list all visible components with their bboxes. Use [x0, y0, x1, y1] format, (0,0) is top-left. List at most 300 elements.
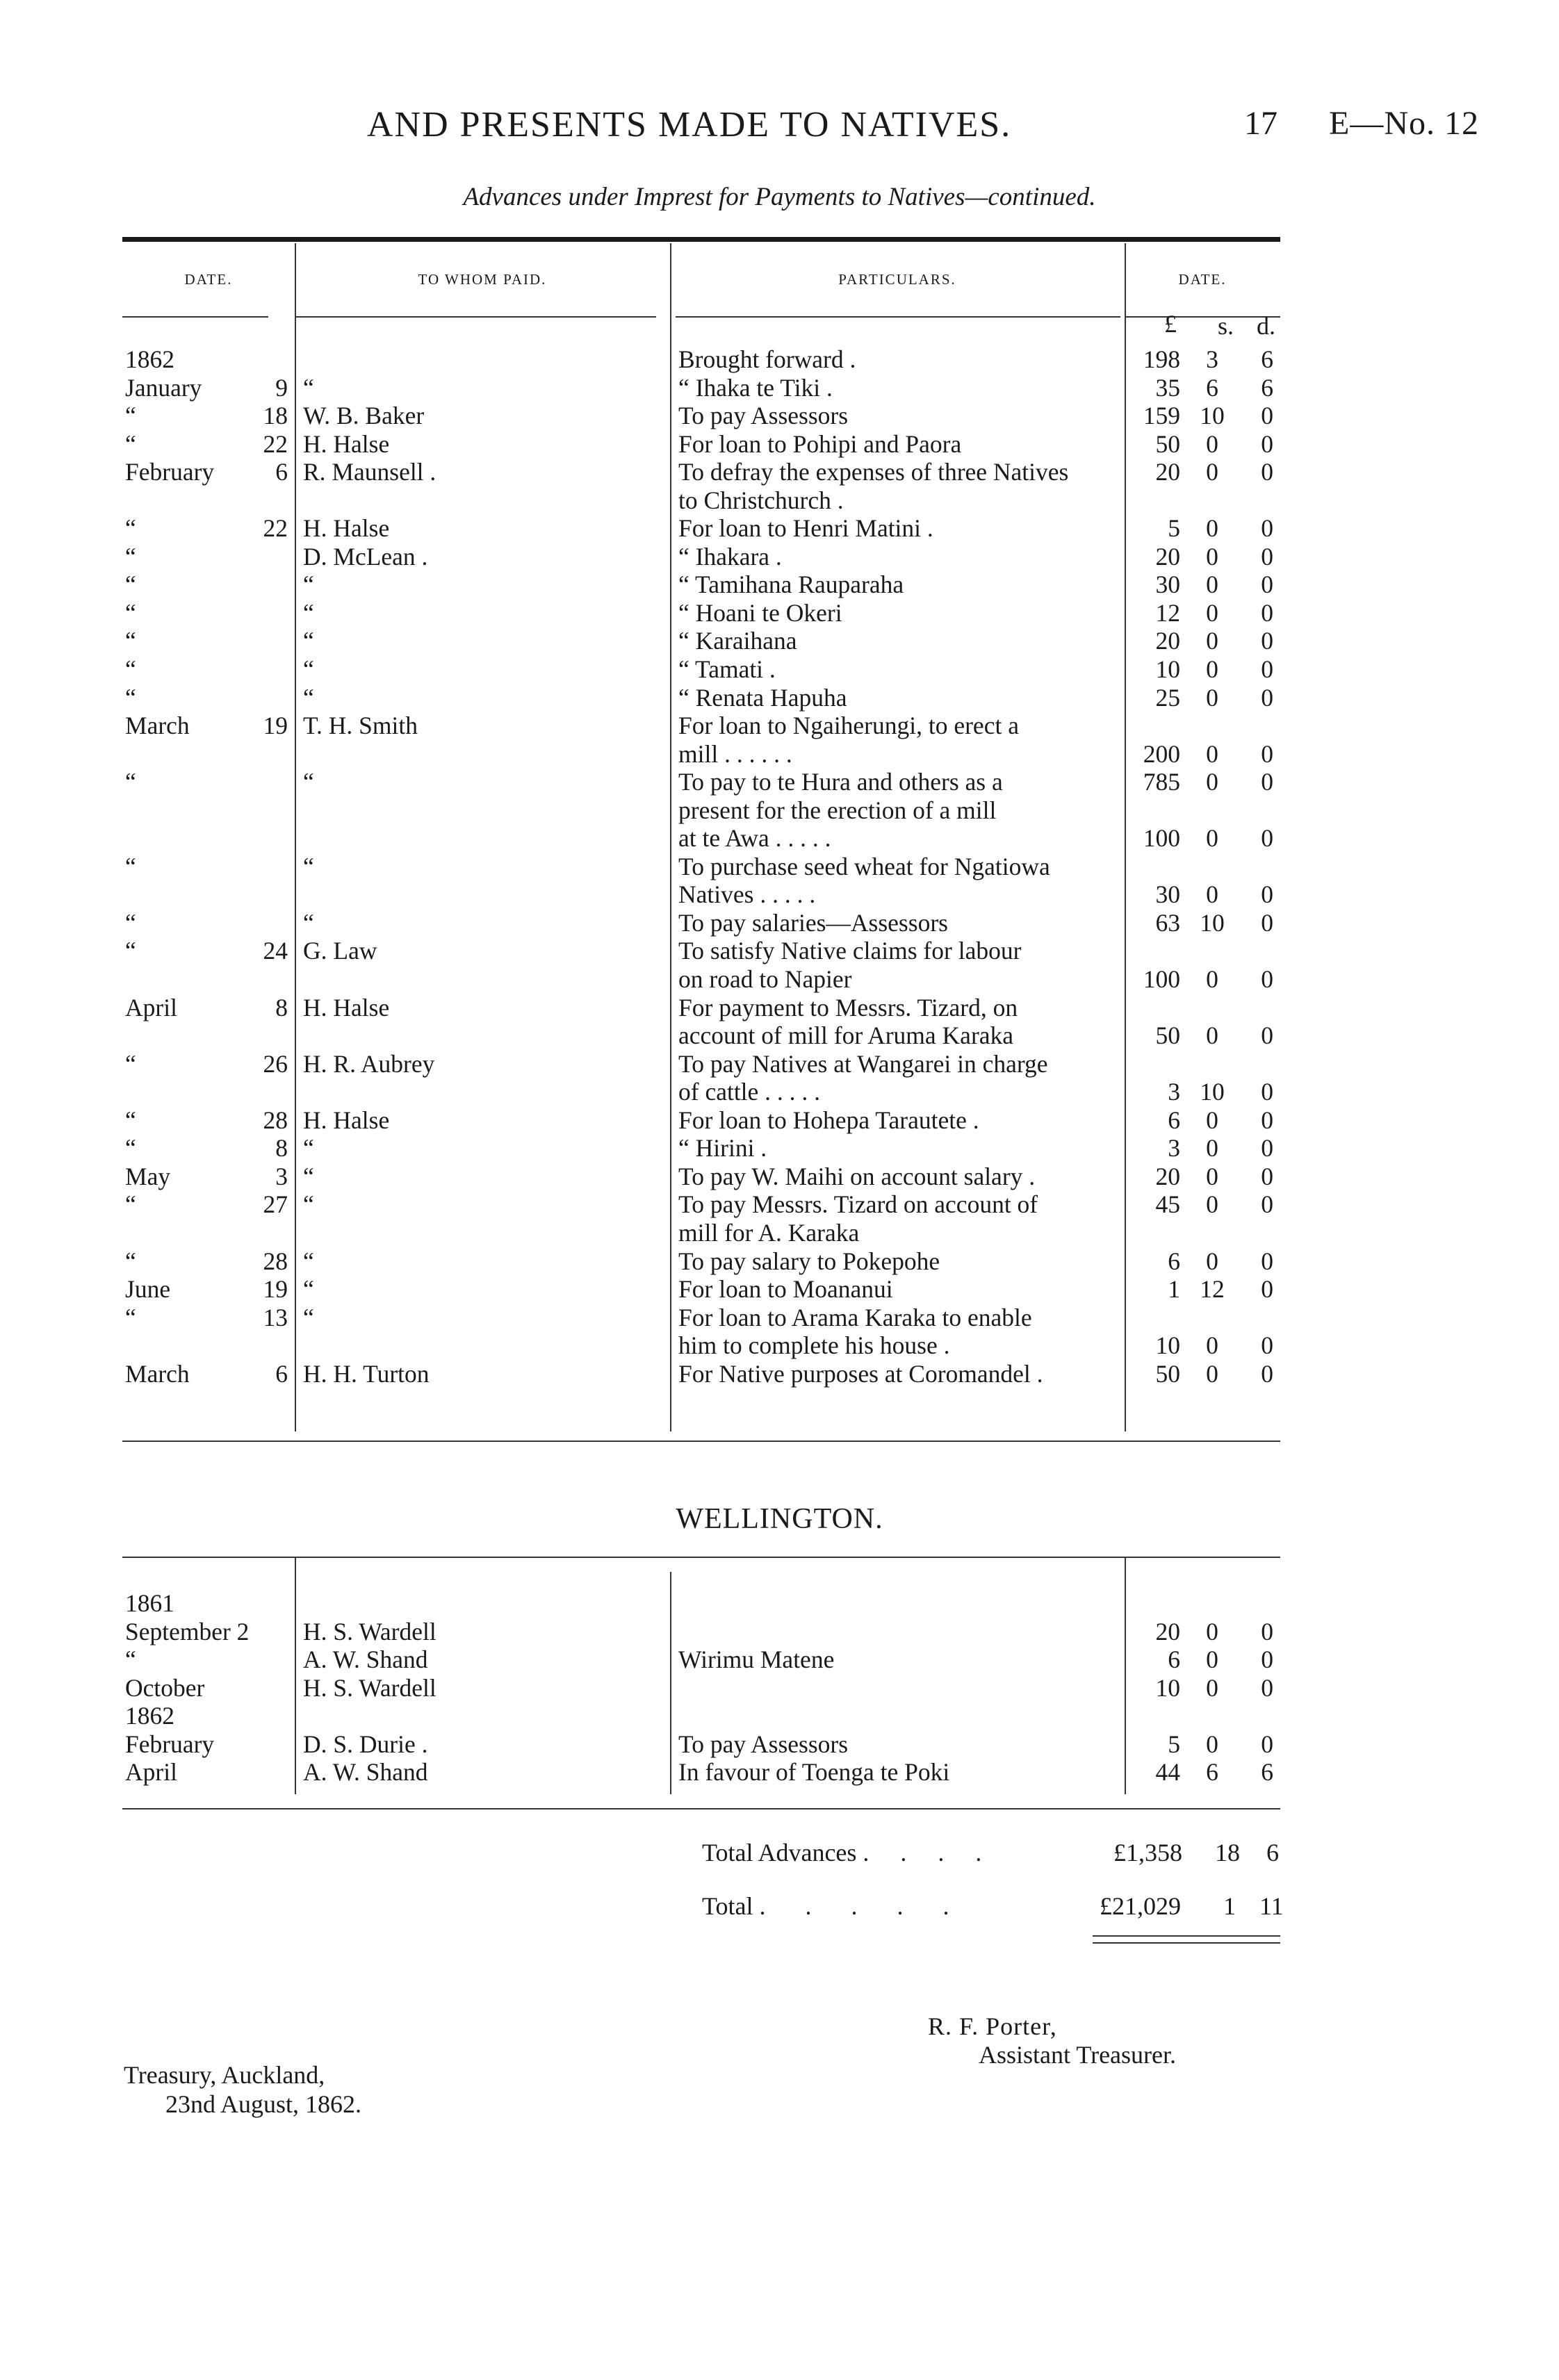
amount-cell — [1123, 1730, 1276, 1759]
date-cell — [122, 1304, 297, 1332]
table-row — [122, 684, 1276, 712]
date-cell — [122, 1021, 297, 1050]
particulars-cell — [671, 1730, 1123, 1759]
amount-shillings: 0 — [1206, 1021, 1218, 1050]
grand-total-shillings: 1 — [1223, 1892, 1236, 1920]
amount-pence: 0 — [1261, 1078, 1273, 1106]
payee-cell — [297, 1674, 671, 1702]
amount-pounds: 20 — [1155, 1162, 1180, 1190]
amount-cell — [1123, 543, 1276, 571]
date-month: May — [125, 1162, 171, 1190]
date-day: 24 — [263, 937, 288, 965]
date-month: “ — [125, 908, 136, 937]
amount-pounds: 6 — [1168, 1646, 1180, 1674]
date-month: “ — [125, 683, 136, 712]
amount-pounds: 63 — [1155, 908, 1180, 937]
date-month: “ — [125, 1106, 136, 1134]
particulars-text: To pay Assessors — [678, 1730, 849, 1758]
signatory-name: R. F. Porter, — [928, 2012, 1057, 2040]
amount-pounds: 3 — [1168, 1134, 1180, 1163]
amount-cell — [1123, 1050, 1276, 1078]
payee-cell — [297, 796, 671, 825]
particulars-cell — [671, 1618, 1123, 1646]
payee-cell — [297, 1050, 671, 1078]
particulars-text: To pay to te Hura and others as a — [678, 768, 1003, 796]
particulars-text: of cattle . . . . . — [678, 1078, 821, 1106]
grand-total-leader: . . . . . — [759, 1892, 966, 1920]
amount-shillings: 0 — [1206, 824, 1218, 853]
payee-name: G. Law — [303, 937, 377, 965]
particulars-text: “ Ihakara . — [678, 542, 782, 571]
date-month: “ — [125, 542, 136, 571]
amount-cell — [1123, 1331, 1276, 1360]
amount-cell — [1123, 1275, 1276, 1304]
date-cell — [122, 994, 297, 1022]
date-cell — [122, 1134, 297, 1163]
payee-cell — [297, 1702, 671, 1730]
date-month: “ — [125, 571, 136, 599]
particulars-text: For loan to Henri Matini . — [678, 514, 933, 543]
date-day: 8 — [275, 993, 288, 1021]
particulars-cell — [671, 1163, 1123, 1191]
amount-pence: 6 — [1261, 345, 1273, 373]
payee-name: R. Maunsell . — [303, 458, 436, 486]
payee-cell — [297, 994, 671, 1022]
payee-cell — [297, 430, 671, 459]
payee-cell — [297, 1304, 671, 1332]
payee-cell — [297, 1758, 671, 1787]
particulars-cell — [671, 768, 1123, 796]
payee-name: “ — [303, 1134, 314, 1163]
amount-shillings: 0 — [1206, 627, 1218, 655]
amount-shillings: 10 — [1200, 908, 1225, 937]
amount-pence: 0 — [1261, 768, 1273, 796]
amount-shillings: 6 — [1206, 373, 1218, 402]
date-line: 23nd August, 1862. — [165, 2090, 362, 2118]
amount-shillings: 0 — [1206, 514, 1218, 543]
grand-total-pence: 11 — [1259, 1892, 1284, 1920]
date-month: “ — [125, 937, 136, 965]
table-row — [122, 514, 1276, 543]
date-cell — [122, 880, 297, 909]
table-subtitle: Advances under Imprest for Payments to Natives—continued. — [463, 183, 1096, 211]
table-row — [122, 824, 1276, 853]
table-row — [122, 712, 1276, 740]
amount-cell — [1123, 1758, 1276, 1787]
particulars-cell — [671, 1702, 1123, 1730]
date-month: “ — [125, 655, 136, 684]
particulars-text: account of mill for Aruma Karaka — [678, 1021, 1014, 1050]
amount-pence: 0 — [1261, 429, 1273, 458]
amount-pence: 0 — [1261, 1275, 1273, 1304]
particulars-text: For loan to Pohipi and Paora — [678, 429, 962, 458]
total-advances-row — [702, 1838, 994, 1867]
amount-pounds: 35 — [1155, 373, 1180, 402]
particulars-text: mill for A. Karaka — [678, 1218, 860, 1247]
date-cell — [122, 712, 297, 740]
amount-pence: 0 — [1261, 1331, 1273, 1360]
particulars-text: “ Hirini . — [678, 1134, 767, 1163]
amount-shillings: 0 — [1206, 458, 1218, 486]
header-rule-date — [122, 316, 268, 318]
amount-pence: 0 — [1261, 824, 1273, 853]
amount-pounds: 50 — [1155, 1021, 1180, 1050]
amount-pence: 0 — [1261, 571, 1273, 599]
particulars-text: at te Awa . . . . . — [678, 824, 831, 853]
date-day: 8 — [275, 1134, 288, 1163]
payee-cell — [297, 712, 671, 740]
table-row — [122, 965, 1276, 994]
particulars-cell — [671, 796, 1123, 825]
payee-cell — [297, 1106, 671, 1135]
payee-name: “ — [303, 1162, 314, 1190]
payee-cell — [297, 853, 671, 881]
table-row — [122, 1674, 1276, 1702]
payee-name: H. S. Wardell — [303, 1673, 436, 1702]
payee-cell — [297, 1247, 671, 1276]
payee-name: “ — [303, 1247, 314, 1275]
table-row — [122, 853, 1276, 881]
particulars-cell — [671, 880, 1123, 909]
amount-pounds: 45 — [1155, 1190, 1180, 1219]
total-advances-amount: £1,358 — [1113, 1839, 1182, 1866]
date-cell — [122, 486, 297, 515]
payee-cell — [297, 1190, 671, 1219]
date-cell — [122, 430, 297, 459]
table-row — [122, 374, 1276, 402]
date-month: October — [125, 1673, 205, 1702]
payee-cell — [297, 627, 671, 655]
total-advances-pence: 6 — [1266, 1839, 1279, 1866]
payee-name: “ — [303, 1275, 314, 1304]
amount-cell — [1123, 1247, 1276, 1276]
column-header-particulars: PARTICULARS. — [838, 271, 956, 288]
amount-pounds: 20 — [1155, 542, 1180, 571]
amount-shillings: 0 — [1206, 1673, 1218, 1702]
date-month: “ — [125, 1049, 136, 1078]
date-month: June — [125, 1275, 171, 1304]
amount-pence: 0 — [1261, 402, 1273, 430]
particulars-text: “ Ihaka te Tiki . — [678, 373, 833, 402]
date-month: “ — [125, 627, 136, 655]
date-cell — [122, 740, 297, 769]
date-month: “ — [125, 1134, 136, 1163]
particulars-text: “ Hoani te Okeri — [678, 598, 842, 627]
table-row — [122, 655, 1276, 684]
particulars-text: To pay Natives at Wangarei in charge — [678, 1049, 1048, 1078]
date-day: 26 — [263, 1049, 288, 1078]
amount-cell — [1123, 1163, 1276, 1191]
amount-shillings: 6 — [1206, 1758, 1218, 1787]
payee-name: “ — [303, 908, 314, 937]
date-cell — [122, 627, 297, 655]
table-row — [122, 1190, 1276, 1219]
date-month: April — [125, 993, 177, 1021]
table-row — [122, 571, 1276, 599]
particulars-cell — [671, 1219, 1123, 1247]
particulars-cell — [671, 824, 1123, 853]
amount-cell — [1123, 1674, 1276, 1702]
date-cell — [122, 1589, 297, 1618]
date-cell — [122, 543, 297, 571]
advances-table-body — [122, 345, 1276, 1388]
date-month: “ — [125, 429, 136, 458]
amount-pence: 6 — [1261, 373, 1273, 402]
wellington-table-body — [122, 1589, 1276, 1787]
payee-cell — [297, 1021, 671, 1050]
payee-cell — [297, 1589, 671, 1618]
particulars-cell — [671, 1078, 1123, 1106]
particulars-cell — [671, 684, 1123, 712]
date-cell — [122, 1331, 297, 1360]
amount-shillings: 0 — [1206, 739, 1218, 768]
amount-pounds: 30 — [1155, 571, 1180, 599]
amount-cell — [1123, 740, 1276, 769]
payee-cell — [297, 1618, 671, 1646]
particulars-text: “ Tamati . — [678, 655, 776, 684]
date-cell — [122, 1247, 297, 1276]
table-row — [122, 880, 1276, 909]
amount-pounds: 12 — [1155, 598, 1180, 627]
table-bottom-rule — [122, 1441, 1280, 1442]
amount-pounds: 10 — [1155, 1673, 1180, 1702]
particulars-text: on road to Napier — [678, 965, 852, 994]
amount-shillings: 0 — [1206, 429, 1218, 458]
amount-shillings: 0 — [1206, 655, 1218, 684]
amount-pounds: 10 — [1155, 1331, 1180, 1360]
payee-cell — [297, 768, 671, 796]
table-row — [122, 458, 1276, 486]
payee-name: H. Halse — [303, 1106, 390, 1134]
payee-name: T. H. Smith — [303, 712, 418, 740]
amount-cell — [1123, 430, 1276, 459]
amount-pence: 0 — [1261, 683, 1273, 712]
amount-pence: 0 — [1261, 1359, 1273, 1388]
amount-pence: 0 — [1261, 739, 1273, 768]
table-row — [122, 937, 1276, 965]
particulars-cell — [671, 374, 1123, 402]
payee-name: “ — [303, 571, 314, 599]
date-cell — [122, 909, 297, 937]
amount-pounds: 50 — [1155, 1359, 1180, 1388]
payee-name: “ — [303, 768, 314, 796]
amount-shillings: 0 — [1206, 542, 1218, 571]
payee-name: H. Halse — [303, 429, 390, 458]
particulars-text: Wirimu Matene — [678, 1646, 835, 1674]
advances-table — [122, 345, 1276, 1388]
date-day: 19 — [263, 1275, 288, 1304]
date-cell — [122, 684, 297, 712]
particulars-text: In favour of Toenga te Poki — [678, 1758, 950, 1787]
table-row — [122, 1021, 1276, 1050]
payee-cell — [297, 486, 671, 515]
date-day: 28 — [263, 1106, 288, 1134]
particulars-text: To pay salaries—Assessors — [678, 908, 948, 937]
date-cell — [122, 937, 297, 965]
date-month: March — [125, 712, 190, 740]
particulars-cell — [671, 1247, 1123, 1276]
date-day: 22 — [263, 514, 288, 543]
table-row — [122, 402, 1276, 430]
date-month: “ — [125, 1247, 136, 1275]
particulars-cell — [671, 627, 1123, 655]
table-row — [122, 1050, 1276, 1078]
currency-pounds-label: £ — [1164, 310, 1177, 338]
amount-pounds: 20 — [1155, 627, 1180, 655]
amount-pence: 0 — [1261, 1730, 1273, 1758]
table-row — [122, 627, 1276, 655]
amount-pounds: 200 — [1143, 739, 1180, 768]
table-row — [122, 1758, 1276, 1787]
amount-shillings: 0 — [1206, 683, 1218, 712]
payee-name: “ — [303, 598, 314, 627]
table-row — [122, 1275, 1276, 1304]
page-number: 17 — [1244, 105, 1278, 142]
date-cell — [122, 599, 297, 627]
amount-pence: 0 — [1261, 542, 1273, 571]
particulars-text: To defray the expenses of three Natives — [678, 458, 1069, 486]
particulars-cell — [671, 1190, 1123, 1219]
payee-name: H. H. Turton — [303, 1359, 430, 1388]
table-row — [122, 994, 1276, 1022]
particulars-cell — [671, 543, 1123, 571]
date-month: “ — [125, 1303, 136, 1331]
table-row — [122, 768, 1276, 796]
signatory-title: Assistant Treasurer. — [979, 2041, 1177, 2069]
date-cell — [122, 1163, 297, 1191]
amount-cell — [1123, 853, 1276, 881]
amount-shillings: 0 — [1206, 1730, 1218, 1758]
payee-name: A. W. Shand — [303, 1646, 428, 1674]
amount-shillings: 0 — [1206, 1134, 1218, 1163]
total-double-rule-2 — [1093, 1942, 1280, 1944]
payee-name: H. S. Wardell — [303, 1617, 436, 1646]
particulars-text: Brought forward . — [678, 345, 856, 373]
particulars-cell — [671, 655, 1123, 684]
payee-cell — [297, 1275, 671, 1304]
amount-shillings: 0 — [1206, 1646, 1218, 1674]
particulars-cell — [671, 937, 1123, 965]
particulars-text: “ Tamihana Rauparaha — [678, 571, 904, 599]
table-row — [122, 599, 1276, 627]
table-row — [122, 1331, 1276, 1360]
date-month: “ — [125, 768, 136, 796]
particulars-cell — [671, 1134, 1123, 1163]
amount-cell — [1123, 1190, 1276, 1219]
particulars-cell — [671, 402, 1123, 430]
amount-pence: 6 — [1261, 1758, 1273, 1787]
date-cell — [122, 514, 297, 543]
payee-cell — [297, 514, 671, 543]
payee-cell — [297, 345, 671, 374]
amount-cell — [1123, 880, 1276, 909]
date-cell — [122, 824, 297, 853]
amount-pounds: 6 — [1168, 1247, 1180, 1275]
payee-cell — [297, 1134, 671, 1163]
amount-cell — [1123, 1702, 1276, 1730]
amount-shillings: 0 — [1206, 880, 1218, 909]
amount-cell — [1123, 655, 1276, 684]
date-day: 19 — [263, 712, 288, 740]
particulars-text: him to complete his house . — [678, 1331, 950, 1360]
date-cell — [122, 1674, 297, 1702]
payee-cell — [297, 402, 671, 430]
particulars-cell — [671, 1021, 1123, 1050]
amount-cell — [1123, 1219, 1276, 1247]
header-rule-part — [676, 316, 1120, 318]
amount-cell — [1123, 1078, 1276, 1106]
amount-pounds: 3 — [1168, 1078, 1180, 1106]
header-rule-who — [295, 316, 656, 318]
amount-cell — [1123, 1589, 1276, 1618]
amount-cell — [1123, 909, 1276, 937]
amount-shillings: 0 — [1206, 768, 1218, 796]
amount-pence: 0 — [1261, 1021, 1273, 1050]
particulars-text: For loan to Hohepa Tarautete . — [678, 1106, 979, 1134]
payee-cell — [297, 1730, 671, 1759]
amount-pence: 0 — [1261, 1162, 1273, 1190]
amount-shillings: 0 — [1206, 1331, 1218, 1360]
amount-shillings: 0 — [1206, 1162, 1218, 1190]
date-cell — [122, 768, 297, 796]
date-cell — [122, 1078, 297, 1106]
table-row — [122, 1360, 1276, 1388]
amount-shillings: 12 — [1200, 1275, 1225, 1304]
particulars-text: “ Renata Hapuha — [678, 683, 847, 712]
date-cell — [122, 1758, 297, 1787]
table-row — [122, 1134, 1276, 1163]
table-row — [122, 740, 1276, 769]
payee-cell — [297, 458, 671, 486]
amount-pounds: 100 — [1143, 965, 1180, 994]
date-month: “ — [125, 1190, 136, 1219]
table-row — [122, 796, 1276, 825]
particulars-text: For loan to Arama Karaka to enable — [678, 1303, 1032, 1331]
grand-total-amount: £21,029 — [1100, 1892, 1181, 1920]
payee-name: W. B. Baker — [303, 402, 425, 430]
payee-cell — [297, 880, 671, 909]
payee-name: “ — [303, 373, 314, 402]
amount-shillings: 0 — [1206, 571, 1218, 599]
amount-pence: 0 — [1261, 1247, 1273, 1275]
amount-pounds: 30 — [1155, 880, 1180, 909]
table-row — [122, 1702, 1276, 1730]
payee-cell — [297, 1163, 671, 1191]
date-month: “ — [125, 514, 136, 543]
particulars-text: mill . . . . . . — [678, 739, 792, 768]
amount-cell — [1123, 1304, 1276, 1332]
amount-pounds: 6 — [1168, 1106, 1180, 1134]
amount-cell — [1123, 486, 1276, 515]
amount-cell — [1123, 1618, 1276, 1646]
date-day: 6 — [275, 1359, 288, 1388]
column-header-amount: DATE. — [1178, 271, 1227, 288]
amount-shillings: 0 — [1206, 1359, 1218, 1388]
particulars-cell — [671, 1331, 1123, 1360]
amount-pounds: 159 — [1143, 402, 1180, 430]
amount-shillings: 0 — [1206, 965, 1218, 994]
particulars-cell — [671, 1275, 1123, 1304]
date-month: September 2 — [125, 1617, 250, 1646]
amount-cell — [1123, 937, 1276, 965]
amount-cell — [1123, 994, 1276, 1022]
section-title-wellington: WELLINGTON. — [676, 1503, 883, 1535]
amount-cell — [1123, 684, 1276, 712]
amount-pence: 0 — [1261, 514, 1273, 543]
date-day: 27 — [263, 1190, 288, 1219]
date-cell — [122, 796, 297, 825]
payee-name: “ — [303, 852, 314, 880]
